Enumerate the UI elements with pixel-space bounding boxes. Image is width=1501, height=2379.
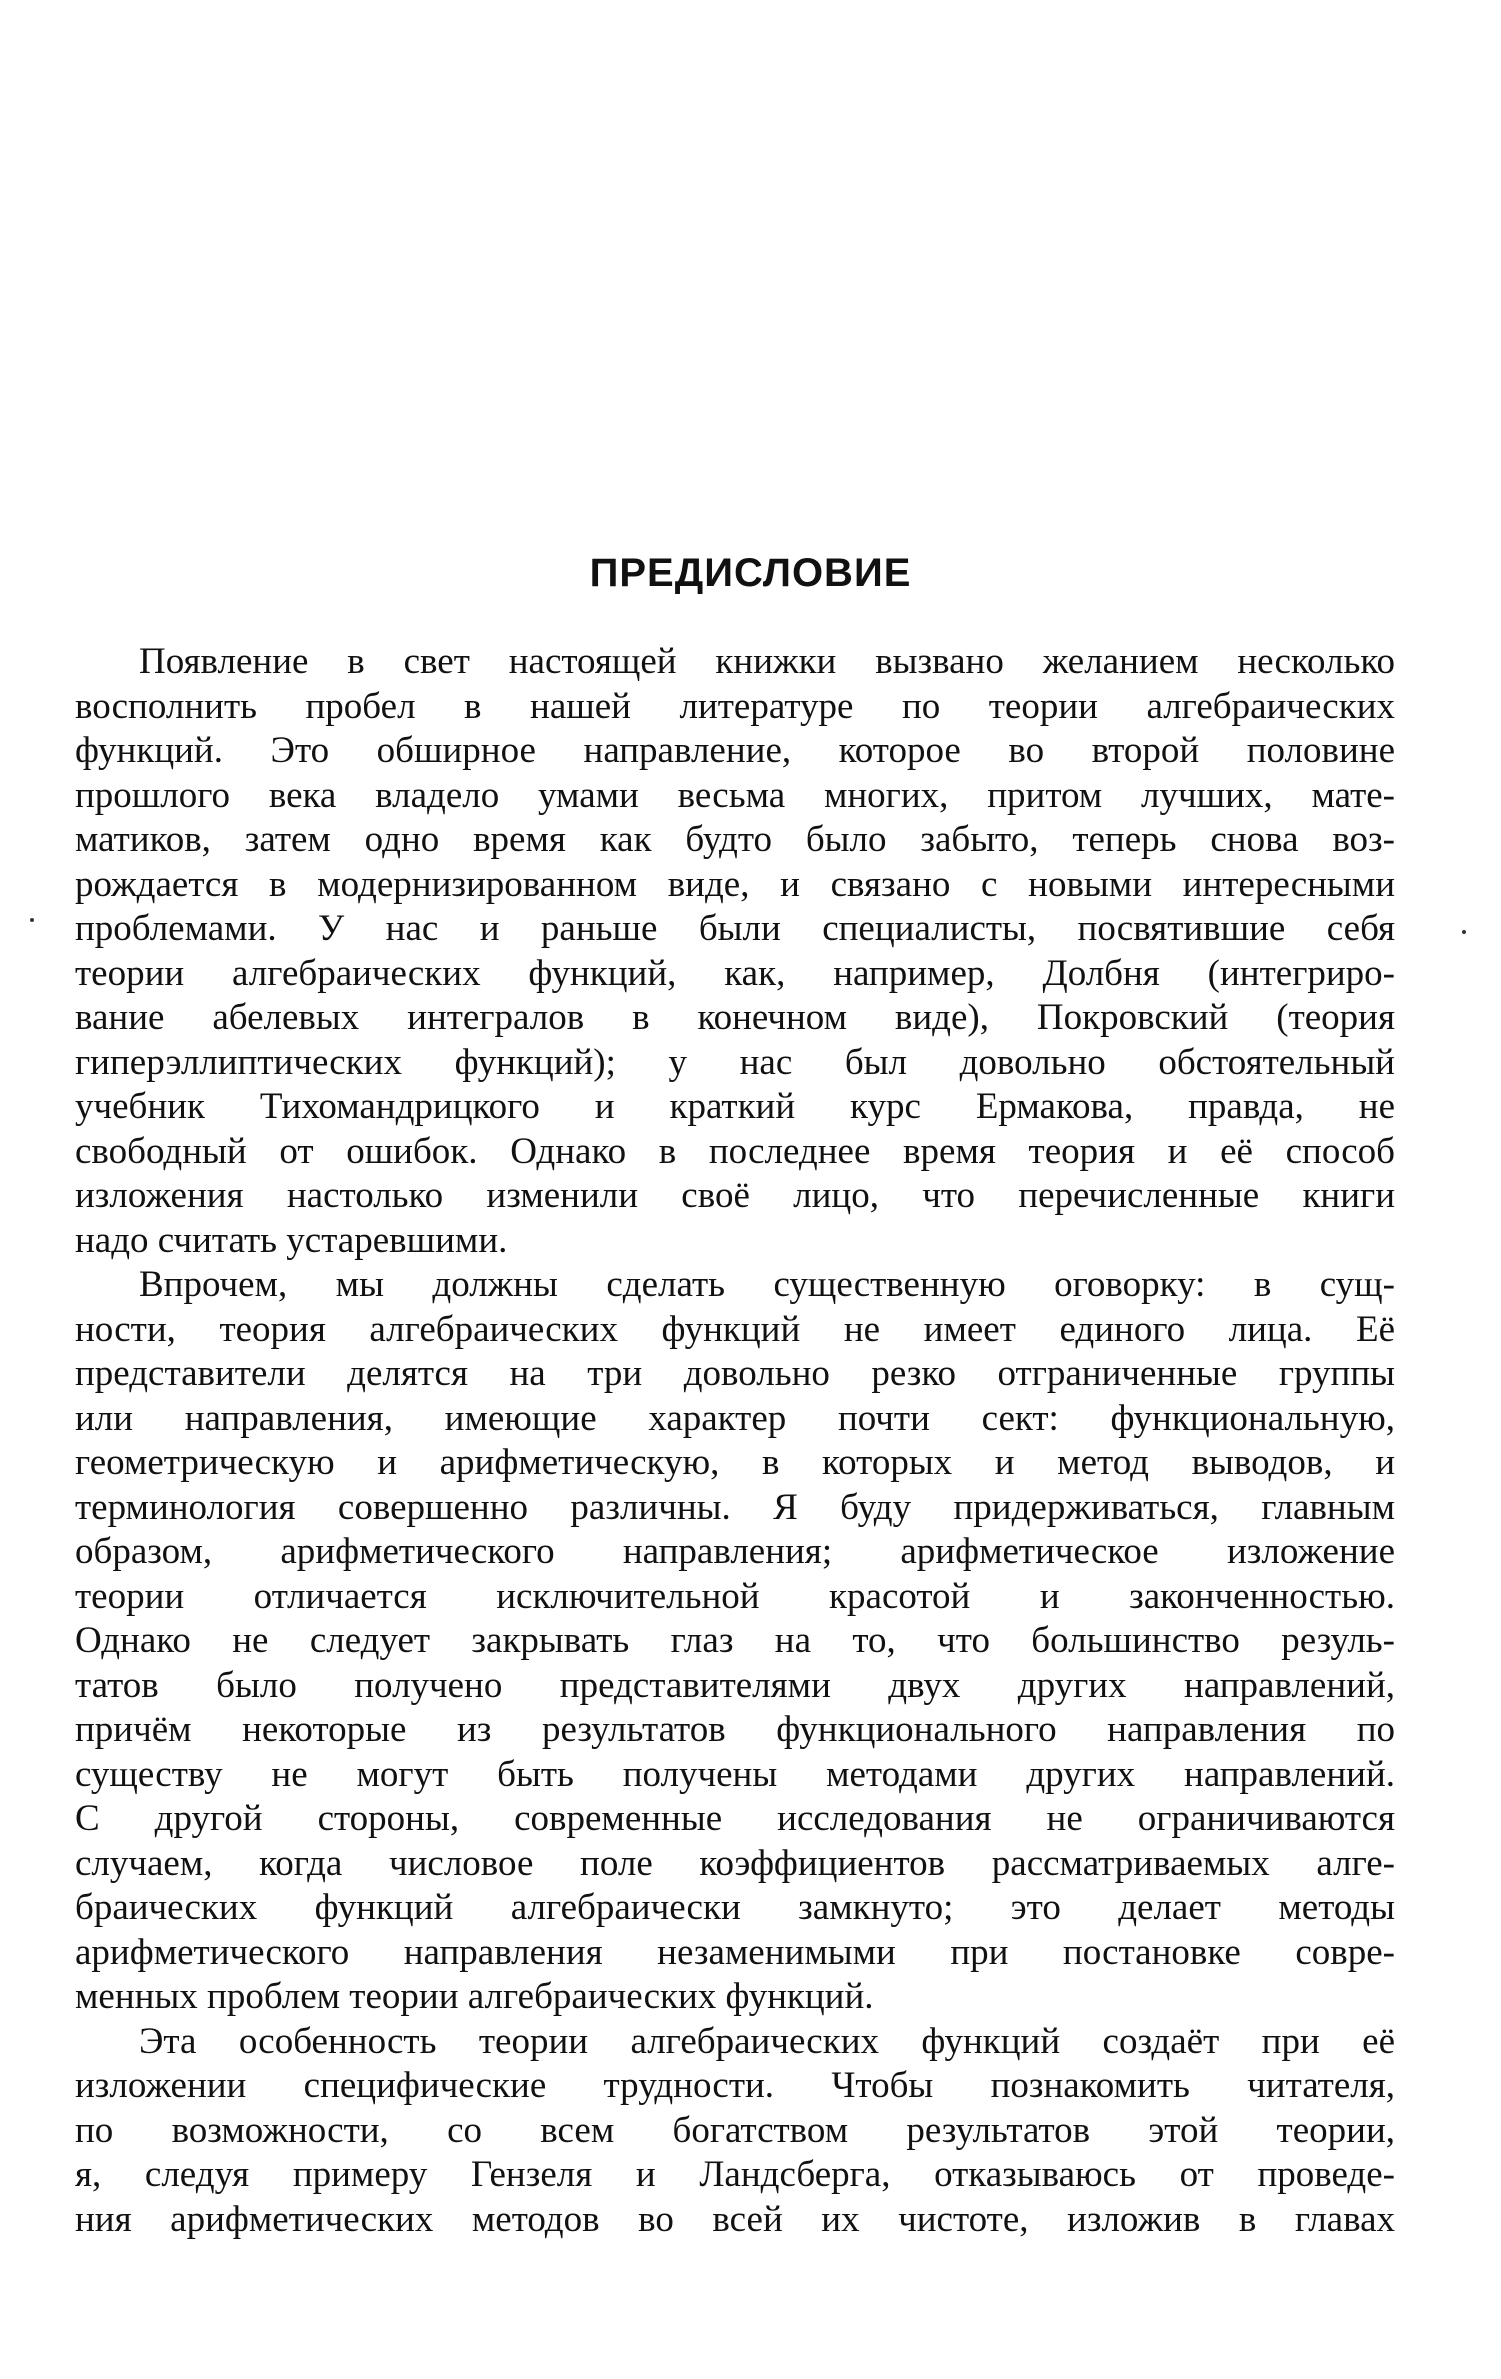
text-line: татов было получено представителями двух других направлений, bbox=[75, 1664, 1395, 1706]
text-line: надо считать устаревшими. bbox=[75, 1219, 508, 1261]
text-line: теории отличается исключительной красотой и законченностью. bbox=[75, 1575, 1395, 1617]
body-text bbox=[75, 640, 1395, 2242]
text-line: проблемами. У нас и раньше были специалисты, посвятившие себя bbox=[75, 908, 1395, 949]
text-line: свободный от ошибок. Однако в последнее время теория и её способ bbox=[75, 1130, 1395, 1172]
text-line: по возможности, со всем богатством результатов этой теории, bbox=[75, 2109, 1395, 2151]
text-line: существу не могут быть получены методами других направлений. bbox=[75, 1753, 1395, 1795]
text-line: я, следуя примеру Гензеля и Ландсберга, отказываюсь от проведе- bbox=[75, 2154, 1395, 2195]
text-line: Впрочем, мы должны сделать существенную оговорку: в сущ- bbox=[139, 1264, 1395, 1305]
text-line: менных проблем теории алгебраических функций. bbox=[75, 1976, 874, 2017]
text-line: учебник Тихомандрицкого и краткий курс Ермакова, правда, не bbox=[75, 1086, 1395, 1127]
text-line: прошлого века владело умами весьма многих, притом лучших, мате- bbox=[75, 774, 1395, 816]
text-line: браических функций алгебраически замкнуто; это делает методы bbox=[75, 1887, 1395, 1928]
text-line: рождается в модернизированном виде, и связано с новыми интересными bbox=[75, 863, 1395, 905]
text-line: арифметического направления незаменимыми при постановке совре- bbox=[75, 1931, 1395, 1973]
text-line: гиперэллиптических функций); у нас был довольно обстоятельный bbox=[75, 1041, 1395, 1083]
text-line: функций. Это обширное направление, которое во второй половине bbox=[75, 730, 1395, 771]
text-line: изложении специфические трудности. Чтобы познакомить читателя, bbox=[75, 2065, 1395, 2106]
text-line: Появление в свет настоящей книжки вызвано желанием несколько bbox=[139, 641, 1395, 682]
text-line: ния арифметических методов во всей их чистоте, изложив в главах bbox=[75, 2198, 1395, 2240]
text-line: причём некоторые из результатов функционального направления по bbox=[75, 1709, 1395, 1750]
text-line: образом, арифметического направления; арифметическое изложение bbox=[75, 1531, 1395, 1572]
text-line: матиков, затем одно время как будто было забыто, теперь снова воз- bbox=[75, 819, 1395, 860]
text-line: Эта особенность теории алгебраических функций создаёт при её bbox=[139, 2020, 1395, 2062]
text-line: теории алгебраических функций, как, например, Долбня (интегриро- bbox=[75, 952, 1395, 994]
text-line: или направления, имеющие характер почти сект: функциональную, bbox=[75, 1397, 1395, 1439]
scan-speck bbox=[30, 918, 34, 922]
scan-speck bbox=[1462, 930, 1466, 934]
text-line: изложения настолько изменили своё лицо, что перечисленные книги bbox=[75, 1175, 1395, 1216]
text-line: терминология совершенно различны. Я буду придерживаться, главным bbox=[75, 1486, 1395, 1528]
text-line: ности, теория алгебраических функций не имеет единого лица. Её bbox=[75, 1308, 1395, 1350]
page-title: ПРЕДИСЛОВИЕ bbox=[589, 551, 912, 595]
text-line: Однако не следует закрывать глаз на то, что большинство резуль- bbox=[75, 1620, 1395, 1661]
text-line: случаем, когда числовое поле коэффициентов рассматриваемых алге- bbox=[75, 1842, 1395, 1884]
text-line: восполнить пробел в нашей литературе по теории алгебраических bbox=[75, 685, 1395, 727]
text-line: геометрическую и арифметическую, в которых и метод выводов, и bbox=[75, 1442, 1395, 1483]
text-line: С другой стороны, современные исследования не ограничиваются bbox=[75, 1798, 1395, 1839]
text-line: вание абелевых интегралов в конечном виде), Покровский (теория bbox=[75, 997, 1395, 1038]
text-line: представители делятся на три довольно резко отграниченные группы bbox=[75, 1353, 1395, 1394]
